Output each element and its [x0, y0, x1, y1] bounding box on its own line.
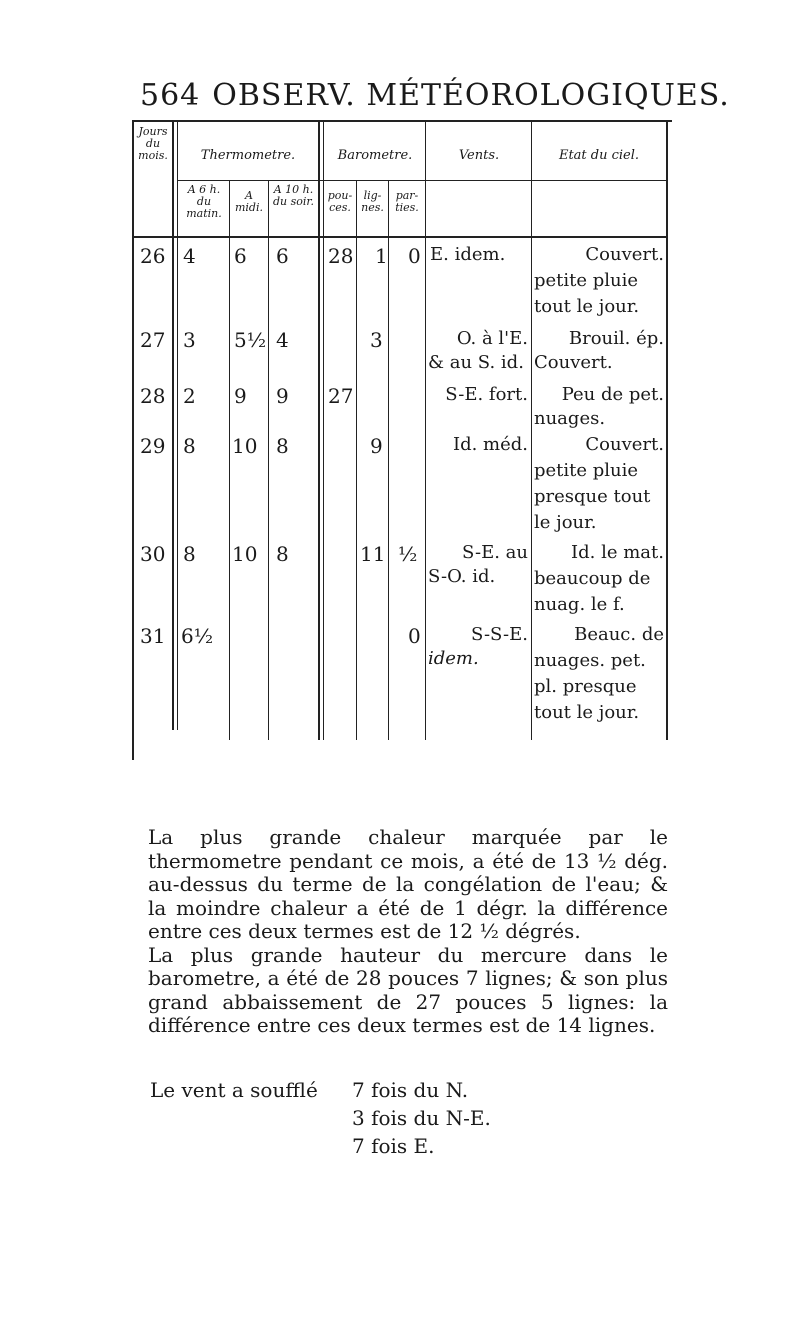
ciel-line: presque tout [534, 486, 651, 507]
page-header [140, 78, 730, 113]
ciel-line: tout le jour. [534, 702, 640, 723]
parties-cell: 0 [408, 244, 421, 268]
ciel-line: le jour. [534, 512, 597, 533]
ciel-line: Couvert. [585, 244, 664, 265]
ciel-line: pl. presque [534, 676, 637, 697]
header-bottom-rule [132, 236, 668, 238]
day-cell: 30 [140, 542, 166, 566]
table-top-rule [132, 120, 672, 122]
header-vents: Vents. [458, 148, 500, 163]
temp-midi-cell: 10 [232, 434, 258, 458]
day-cell: 26 [140, 244, 166, 268]
pouces-cell: 27 [328, 384, 354, 408]
header-barometre: Barometre. [337, 148, 413, 163]
ciel-line: tout le jour. [534, 296, 640, 317]
day-cell: 27 [140, 328, 166, 352]
col-divider [268, 180, 269, 740]
col-divider [172, 120, 174, 730]
vent-cell: S-E. fort. [445, 384, 528, 405]
ciel-line: nuages. pet. [534, 650, 646, 671]
temp-10h-cell: 6 [276, 244, 289, 268]
col-divider [229, 180, 230, 740]
ciel-line: nuages. [534, 408, 606, 429]
col-divider [531, 120, 532, 740]
temp-6h-cell: 8 [183, 542, 196, 566]
temp-midi-cell: 6 [234, 244, 247, 268]
subheader-midi: A midi. [234, 189, 263, 214]
ciel-line: nuag. le f. [534, 594, 625, 615]
ciel-line: petite pluie [534, 270, 639, 291]
vent-cell: & au S. id. [428, 352, 524, 373]
vent-cell: idem. [428, 648, 479, 669]
wind-line: 3 fois du N-E. [352, 1106, 491, 1130]
subheader-pouces: pou-ces. [327, 189, 353, 214]
parties-cell: ½ [398, 542, 418, 566]
wind-line: 7 fois du N. [352, 1078, 469, 1102]
col-divider [177, 120, 178, 730]
vent-cell: Id. méd. [452, 434, 528, 455]
page-number: 564 [140, 78, 201, 113]
temp-midi-cell: 10 [232, 542, 258, 566]
lignes-cell: 3 [370, 328, 383, 352]
temp-6h-cell: 3 [183, 328, 196, 352]
text-block [148, 826, 668, 1038]
ciel-line: beaucoup de [534, 568, 651, 589]
subheader-6h: A 6 h. du matin. [186, 183, 222, 220]
pouces-cell: 28 [328, 244, 354, 268]
col-divider [388, 180, 389, 740]
day-cell: 31 [140, 624, 166, 648]
subheader-parties: par-ties. [395, 189, 419, 214]
wind-intro: Le vent a soufflé [150, 1078, 318, 1102]
temp-10h-cell: 9 [276, 384, 289, 408]
temp-10h-cell: 8 [276, 434, 289, 458]
paragraph: La plus grande hauteur du mercure dans le barometre, a été de 28 pouces 7 lignes; & son plus grand abbaissement de 27 pouces 5 lignes: la différence entre ces deux termes est de 14 lignes. [148, 942, 668, 1037]
col-divider [356, 180, 357, 740]
header-thermometre: Thermometre. [200, 148, 296, 163]
ciel-line: Beauc. de [574, 624, 664, 645]
ciel-line: Peu de pet. [561, 384, 664, 405]
table-left-border [132, 120, 134, 760]
temp-6h-cell: 8 [183, 434, 196, 458]
temp-6h-cell: 2 [183, 384, 196, 408]
temp-6h-cell: 6½ [181, 624, 214, 648]
col-divider [318, 120, 320, 740]
vent-cell: E. idem. [430, 244, 506, 265]
page-title: OBSERV. MÉTÉOROLOGIQUES. [212, 78, 730, 113]
subheader-10h: A 10 h. du soir. [273, 183, 314, 208]
vent-cell: S-S-E. [470, 624, 528, 645]
subheader-rule [178, 180, 668, 181]
vent-cell: O. à l'E. [456, 328, 528, 349]
header-etat-ciel: Etat du ciel. [558, 148, 640, 163]
lignes-cell: 11 [360, 542, 386, 566]
temp-6h-cell: 4 [183, 244, 196, 268]
day-cell: 28 [140, 384, 166, 408]
paragraph: La plus grande chaleur marquée par le thermometre pendant ce mois, a été de 13 ½ dég. au-dessus du terme de la congélation de l'eau; & la moindre chaleur a été de 1 dégr. la différence entre ces deux termes est de 12 ½ dégrés. [148, 825, 668, 943]
subheader-lignes: lig-nes. [361, 189, 384, 214]
col-divider [425, 120, 426, 740]
ciel-line: Couvert. [585, 434, 664, 455]
vent-cell: S-O. id. [428, 566, 496, 587]
header-jours: Jours du mois. [138, 125, 168, 162]
col-divider [323, 120, 324, 740]
temp-10h-cell: 4 [276, 328, 289, 352]
ciel-line: petite pluie [534, 460, 639, 481]
temp-midi-cell: 5½ [234, 328, 267, 352]
temp-10h-cell: 8 [276, 542, 289, 566]
ciel-line: Couvert. [534, 352, 613, 373]
lignes-cell: 1 [375, 244, 388, 268]
parties-cell: 0 [408, 624, 421, 648]
lignes-cell: 9 [370, 434, 383, 458]
ciel-line: Brouil. ép. [568, 328, 664, 349]
temp-midi-cell: 9 [234, 384, 247, 408]
day-cell: 29 [140, 434, 166, 458]
ciel-line: Id. le mat. [571, 542, 664, 563]
wind-line: 7 fois E. [352, 1134, 435, 1158]
table-right-border [666, 120, 668, 740]
vent-cell: S-E. au [462, 542, 528, 563]
